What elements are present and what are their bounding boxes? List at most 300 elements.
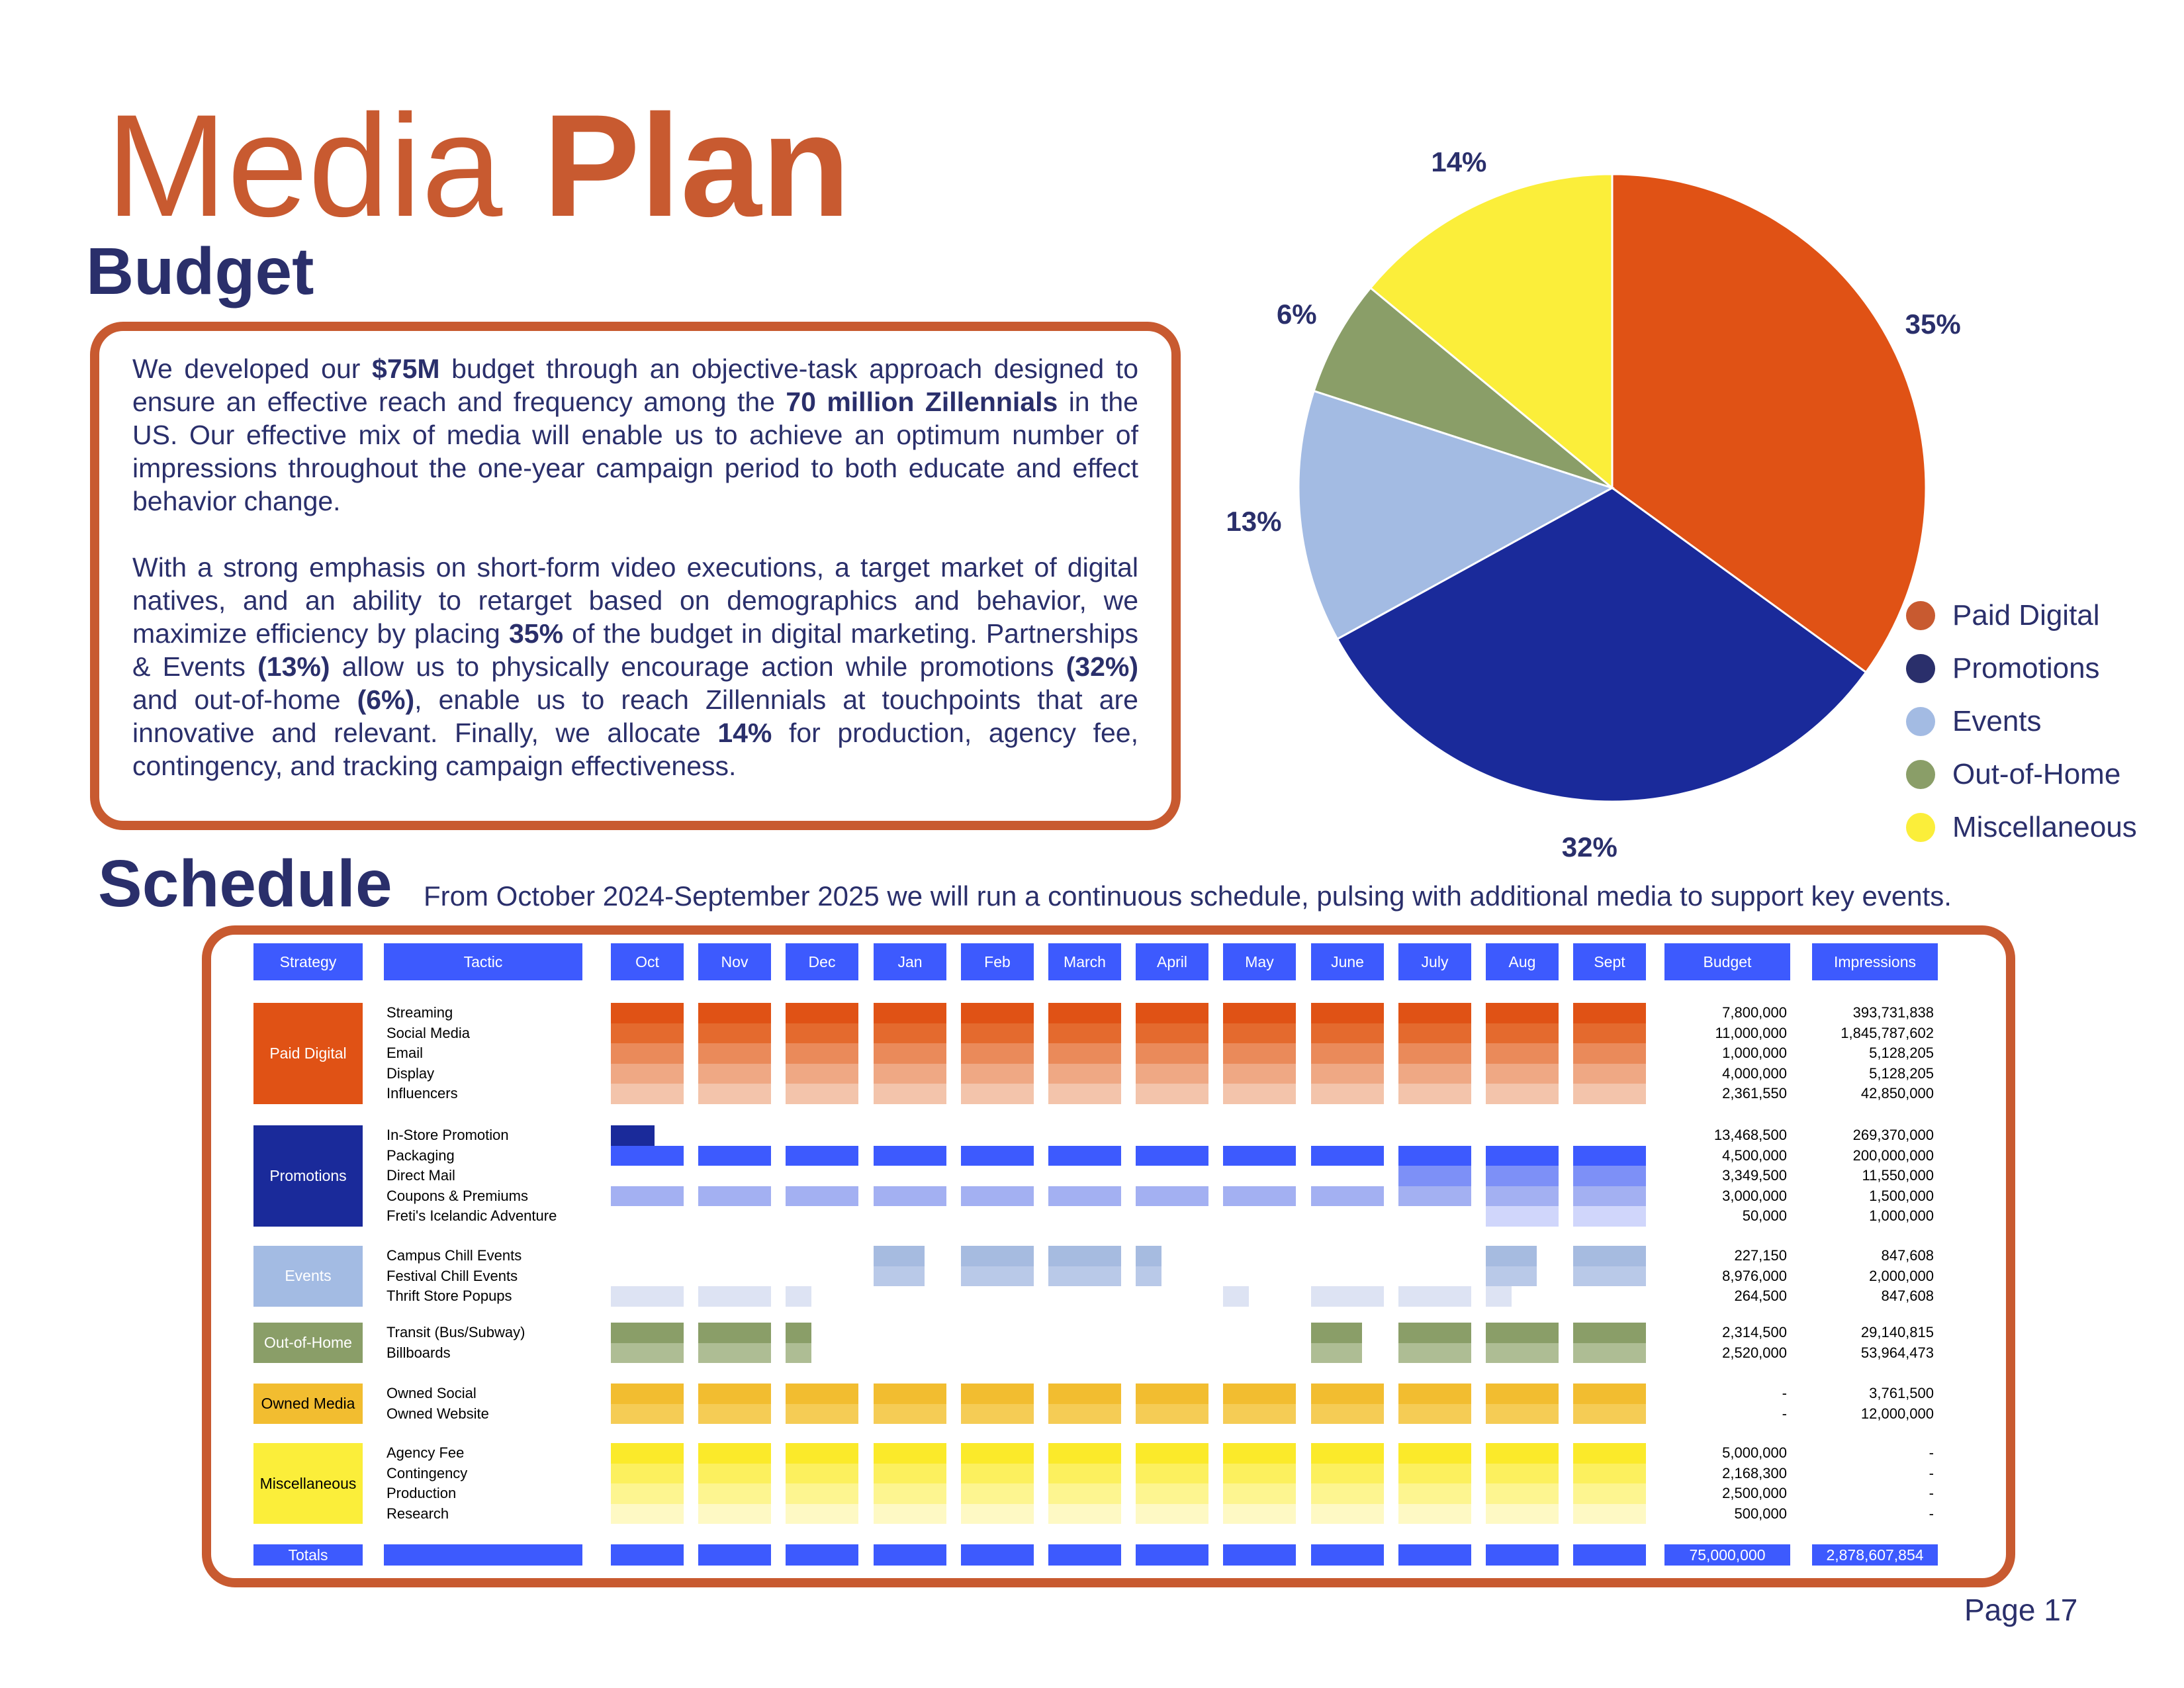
budget-value: 7,800,000 [1722,1004,1787,1021]
schedule-cell [786,1146,858,1166]
budget-text-box [90,322,1181,830]
tactic-label: Billboards [387,1344,451,1361]
tactic-label: Thrift Store Popups [387,1288,512,1304]
legend-swatch [1906,601,1935,630]
header-impressions: Impressions [1812,943,1938,980]
schedule-cell [1398,1483,1471,1504]
header-month: Nov [698,943,771,980]
totals-budget: 75,000,000 [1664,1544,1790,1566]
schedule-cell [1573,1084,1646,1104]
schedule-cell [1223,1383,1296,1404]
schedule-cell [1223,1064,1296,1084]
impressions-value: - [1929,1485,1934,1501]
schedule-cell [1486,1166,1559,1186]
header-month: Dec [786,943,858,980]
schedule-cell [1136,1504,1208,1524]
totals-tactic-bar [384,1544,582,1566]
schedule-cell [1486,1464,1559,1484]
budget-text-run: in the US. Our effective mix of media will enable us to achieve an optimum number of impressions throughout the one-year campaign period to both educate and effect behavior change. [132,387,1138,516]
schedule-cell [1573,1023,1646,1044]
schedule-cell [961,1064,1034,1084]
header-month: Feb [961,943,1034,980]
budget-text-run: We developed our [132,353,373,384]
budget-text-run: (13%) [257,651,330,682]
schedule-cell [1223,1003,1296,1023]
schedule-cell [698,1186,771,1207]
schedule-cell [786,1043,858,1064]
budget-text-run: of the budget in digital marketing. Partnerships & Events [132,618,1138,682]
tactic-label: Social Media [387,1024,470,1041]
impressions-value: 393,731,838 [1852,1004,1934,1021]
schedule-cell [698,1504,771,1524]
tactic-label: Freti's Icelandic Adventure [387,1207,557,1224]
title-light: Media [106,84,503,247]
schedule-cell [1573,1206,1646,1227]
schedule-cell [1486,1186,1559,1207]
budget-value: 11,000,000 [1715,1024,1787,1041]
schedule-cell [1398,1064,1471,1084]
budget-text-run: and out-of-home [132,684,357,715]
page-number: Page 17 [1964,1593,2078,1627]
schedule-cell [1398,1286,1471,1307]
tactic-label: Influencers [387,1085,458,1102]
schedule-cell [1223,1286,1249,1307]
totals-month-bar [874,1544,946,1566]
schedule-cell [1398,1003,1471,1023]
impressions-value: 847,608 [1881,1288,1934,1304]
budget-text-run: (32%) [1066,651,1138,682]
header-month: June [1311,943,1384,980]
budget-value: 8,976,000 [1722,1267,1787,1284]
schedule-cell [961,1023,1034,1044]
schedule-cell [1136,1464,1208,1484]
schedule-cell [1573,1464,1646,1484]
tactic-label: Transit (Bus/Subway) [387,1324,525,1340]
schedule-cell [1048,1064,1121,1084]
schedule-cell [961,1043,1034,1064]
schedule-cell [1398,1343,1471,1364]
schedule-cell [1136,1383,1208,1404]
schedule-cell [961,1246,1034,1266]
schedule-cell [1311,1043,1384,1064]
schedule-cell [1048,1084,1121,1104]
schedule-cell [1223,1464,1296,1484]
schedule-cell [611,1483,684,1504]
strategy-block: Promotions [253,1125,363,1227]
schedule-cell [611,1084,684,1104]
schedule-cell [698,1323,771,1343]
schedule-cell [961,1404,1034,1425]
pie-legend [1906,589,2137,854]
schedule-cell [1048,1043,1121,1064]
schedule-cell [961,1504,1034,1524]
schedule-cell [1311,1146,1384,1166]
totals-month-bar [786,1544,858,1566]
schedule-cell [1136,1146,1208,1166]
schedule-cell [1486,1443,1559,1464]
legend-item [1906,695,2137,748]
header-month: Aug [1486,943,1559,980]
schedule-cell [961,1084,1034,1104]
schedule-cell [611,1064,684,1084]
schedule-cell [1573,1246,1646,1266]
impressions-value: 269,370,000 [1852,1127,1934,1143]
budget-value: 264,500 [1734,1288,1787,1304]
schedule-cell [1486,1146,1559,1166]
schedule-cell [1311,1464,1384,1484]
impressions-value: 1,000,000 [1869,1207,1934,1224]
schedule-cell [786,1483,858,1504]
legend-label: Events [1952,705,2042,737]
header-budget: Budget [1664,943,1790,980]
schedule-cell [1486,1003,1559,1023]
schedule-cell [1311,1023,1384,1044]
schedule-cell [1398,1146,1471,1166]
schedule-cell [1486,1404,1559,1425]
schedule-cell [698,1343,771,1364]
schedule-cell [1223,1146,1296,1166]
legend-swatch [1906,707,1935,736]
pie-label-promotions: 32% [1561,831,1617,863]
budget-value: 500,000 [1734,1505,1787,1522]
impressions-value: 12,000,000 [1860,1405,1934,1422]
budget-text-run: 70 million Zillennials [786,387,1058,417]
budget-value: 3,000,000 [1722,1187,1787,1204]
schedule-cell [1048,1464,1121,1484]
schedule-cell [1398,1504,1471,1524]
tactic-label: Display [387,1064,435,1082]
budget-value: - [1782,1405,1787,1422]
schedule-cell [961,1464,1034,1484]
schedule-cell [611,1043,684,1064]
schedule-cell [1486,1266,1537,1287]
schedule-cell [1398,1443,1471,1464]
legend-swatch [1906,813,1935,842]
schedule-cell [874,1483,946,1504]
title-bold: Plan [543,84,850,247]
schedule-cell [611,1443,684,1464]
legend-swatch [1906,760,1935,789]
tactic-label: Contingency [387,1464,468,1481]
budget-text-run: With a strong emphasis on short-form video executions, a target market of digital natives, and an ability to retarget based on demographics and behavior, we maximize efficiency by placing [132,552,1138,649]
schedule-description: From October 2024-September 2025 we will run a continuous schedule, pulsing with additional media to support key events. [424,880,1952,912]
schedule-cell [611,1146,684,1166]
schedule-cell [1398,1186,1471,1207]
budget-value: 50,000 [1742,1207,1787,1224]
tactic-label: Owned Social [387,1385,477,1401]
budget-text-run: budget through an objective-task approach designed to ensure an effective reach and frequency among the [132,353,1138,417]
schedule-cell [1486,1504,1559,1524]
schedule-heading: Schedule [98,847,392,921]
schedule-cell [1223,1043,1296,1064]
schedule-cell [1398,1404,1471,1425]
schedule-cell [874,1003,946,1023]
tactic-label: Coupons & Premiums [387,1187,528,1204]
budget-text-run: allow us to physically encourage action while promotions [330,651,1066,682]
schedule-cell [1573,1483,1646,1504]
totals-label: Totals [253,1544,363,1566]
schedule-cell [1573,1166,1646,1186]
legend-label: Out-of-Home [1952,758,2121,790]
schedule-cell [611,1023,684,1044]
impressions-value: 3,761,500 [1869,1385,1934,1401]
impressions-value: 200,000,000 [1852,1147,1934,1164]
schedule-cell [1311,1064,1384,1084]
tactic-label: Streaming [387,1004,453,1021]
impressions-value: 53,964,473 [1860,1344,1934,1361]
schedule-cell [1048,1146,1121,1166]
schedule-cell [1573,1043,1646,1064]
schedule-cell [1136,1266,1161,1287]
budget-value: 2,500,000 [1722,1485,1787,1501]
budget-value: 2,168,300 [1722,1464,1787,1481]
budget-value: 2,361,550 [1722,1085,1787,1102]
schedule-cell [1573,1323,1646,1343]
budget-text-run: , enable us to reach Zillennials at touchpoints that are innovative and relevant. Finally, we allocate [132,684,1138,748]
schedule-cell [698,1483,771,1504]
totals-month-bar [1398,1544,1471,1566]
schedule-cell [1223,1084,1296,1104]
budget-value: 1,000,000 [1722,1045,1787,1061]
impressions-value: - [1929,1464,1934,1481]
schedule-cell [611,1383,684,1404]
schedule-cell [1048,1504,1121,1524]
tactic-label: Agency Fee [387,1444,465,1461]
budget-value: 3,349,500 [1722,1167,1787,1184]
schedule-cell [1223,1483,1296,1504]
impressions-value: 29,140,815 [1860,1324,1934,1340]
schedule-cell [786,1084,858,1104]
schedule-cell [1486,1084,1559,1104]
schedule-cell [1136,1404,1208,1425]
schedule-cell [786,1064,858,1084]
schedule-cell [1136,1186,1208,1207]
tactic-label: Festival Chill Events [387,1267,518,1284]
schedule-cell [1573,1064,1646,1084]
schedule-cell [1223,1504,1296,1524]
schedule-cell [1573,1443,1646,1464]
schedule-cell [874,1146,946,1166]
schedule-cell [1398,1023,1471,1044]
schedule-cell [1573,1003,1646,1023]
budget-value: 2,314,500 [1722,1324,1787,1340]
schedule-cell [1048,1483,1121,1504]
schedule-cell [1048,1404,1121,1425]
schedule-cell [874,1404,946,1425]
schedule-cell [611,1186,684,1207]
schedule-cell [1311,1404,1384,1425]
schedule-cell [1223,1443,1296,1464]
header-month: March [1048,943,1121,980]
budget-value: 2,520,000 [1722,1344,1787,1361]
schedule-cell [1136,1043,1208,1064]
pie-label-miscellaneous: 14% [1431,146,1487,177]
schedule-cell [1573,1383,1646,1404]
schedule-cell [961,1383,1034,1404]
totals-month-bar [698,1544,771,1566]
totals-month-bar [1223,1544,1296,1566]
schedule-cell [1311,1383,1384,1404]
schedule-cell [874,1043,946,1064]
schedule-cell [1048,1443,1121,1464]
schedule-cell [1223,1023,1296,1044]
legend-item [1906,801,2137,854]
budget-value: 4,000,000 [1722,1064,1787,1082]
impressions-value: 1,500,000 [1869,1187,1934,1204]
schedule-cell [1136,1003,1208,1023]
schedule-cell [1311,1186,1384,1207]
schedule-cell [786,1504,858,1524]
schedule-cell [1486,1043,1559,1064]
schedule-cell [698,1464,771,1484]
schedule-cell [698,1064,771,1084]
schedule-cell [1311,1343,1362,1364]
budget-value: 5,000,000 [1722,1444,1787,1461]
tactic-label: Campus Chill Events [387,1247,522,1264]
schedule-cell [611,1125,655,1146]
schedule-cell [786,1003,858,1023]
schedule-cell [874,1443,946,1464]
schedule-cell [698,1043,771,1064]
strategy-block: Out-of-Home [253,1323,363,1363]
schedule-cell [1311,1084,1384,1104]
schedule-cell [1311,1504,1384,1524]
schedule-cell [698,1023,771,1044]
schedule-cell [698,1003,771,1023]
schedule-cell [611,1404,684,1425]
schedule-cell [961,1266,1034,1287]
schedule-cell [1486,1064,1559,1084]
legend-item [1906,642,2137,695]
schedule-cell [1048,1023,1121,1044]
schedule-cell [1573,1343,1646,1364]
schedule-cell [1311,1443,1384,1464]
header-month: May [1223,943,1296,980]
schedule-cell [1398,1323,1471,1343]
schedule-cell [874,1504,946,1524]
schedule-cell [1398,1383,1471,1404]
legend-item [1906,589,2137,642]
header-month: July [1398,943,1471,980]
schedule-cell [786,1286,811,1307]
budget-text-run: 14% [717,718,772,748]
strategy-block: Miscellaneous [253,1443,363,1524]
schedule-cell [1486,1323,1559,1343]
schedule-cell [1486,1343,1559,1364]
tactic-label: In-Store Promotion [387,1127,509,1143]
schedule-cell [698,1286,771,1307]
schedule-cell [1573,1404,1646,1425]
budget-pie-chart [1226,146,1979,867]
strategy-block: Events [253,1246,363,1307]
totals-month-bar [611,1544,684,1566]
pie-label-paid-digital: 35% [1905,308,1961,340]
schedule-cell [611,1343,684,1364]
totals-month-bar [1486,1544,1559,1566]
schedule-cell [961,1186,1034,1207]
budget-text-run: (6%) [357,684,415,715]
budget-text-run: $75M [372,353,440,384]
schedule-cell [1136,1246,1161,1266]
page-title [106,84,850,247]
tactic-label: Email [387,1045,424,1061]
schedule-cell [698,1383,771,1404]
schedule-cell [874,1383,946,1404]
schedule-cell [874,1266,925,1287]
pie-label-events: 13% [1226,506,1282,538]
schedule-cell [1311,1003,1384,1023]
schedule-cell [1048,1246,1121,1266]
schedule-cell [611,1504,684,1524]
schedule-cell [1486,1246,1537,1266]
schedule-cell [698,1443,771,1464]
schedule-cell [611,1464,684,1484]
schedule-cell [786,1464,858,1484]
strategy-block: Owned Media [253,1383,363,1424]
impressions-value: 2,000,000 [1869,1267,1934,1284]
totals-month-bar [1311,1544,1384,1566]
schedule-cell [1573,1186,1646,1207]
schedule-cell [1136,1023,1208,1044]
impressions-value: 5,128,205 [1869,1064,1934,1082]
totals-month-bar [1048,1544,1121,1566]
budget-text-run: 35% [508,618,564,649]
schedule-cell [1398,1043,1471,1064]
schedule-cell [1136,1443,1208,1464]
schedule-cell [1573,1266,1646,1287]
schedule-cell [1048,1186,1121,1207]
schedule-cell [786,1343,811,1364]
tactic-label: Production [387,1485,457,1501]
budget-value: 227,150 [1734,1247,1787,1264]
schedule-cell [961,1443,1034,1464]
schedule-cell [1398,1166,1471,1186]
budget-text-run: for production, agency fee, contingency, and tracking campaign effectiveness. [132,718,1138,781]
tactic-label: Direct Mail [387,1167,455,1184]
schedule-cell [1048,1003,1121,1023]
schedule-cell [874,1084,946,1104]
pie-label-out-of-home: 6% [1276,298,1317,330]
schedule-cell [1223,1404,1296,1425]
totals-impressions: 2,878,607,854 [1812,1544,1938,1566]
schedule-cell [874,1246,925,1266]
schedule-cell [698,1084,771,1104]
strategy-block: Paid Digital [253,1003,363,1104]
schedule-cell [1223,1186,1296,1207]
tactic-label: Research [387,1505,449,1522]
schedule-cell [786,1383,858,1404]
schedule-cell [1486,1286,1512,1307]
impressions-value: 5,128,205 [1869,1045,1934,1061]
schedule-cell [1311,1286,1384,1307]
legend-item [1906,748,2137,801]
budget-paragraph-1 [132,352,1138,518]
totals-month-bar [961,1544,1034,1566]
budget-value: 13,468,500 [1713,1127,1787,1143]
tactic-label: Owned Website [387,1405,489,1422]
schedule-cell [1136,1483,1208,1504]
header-month: April [1136,943,1208,980]
legend-swatch [1906,654,1935,683]
header-tactic: Tactic [384,943,582,980]
schedule-cell [611,1003,684,1023]
schedule-cell [1136,1084,1208,1104]
schedule-cell [698,1404,771,1425]
impressions-value: 11,550,000 [1862,1167,1934,1184]
schedule-cell [1311,1483,1384,1504]
header-month: Jan [874,943,946,980]
budget-value: - [1782,1385,1787,1401]
